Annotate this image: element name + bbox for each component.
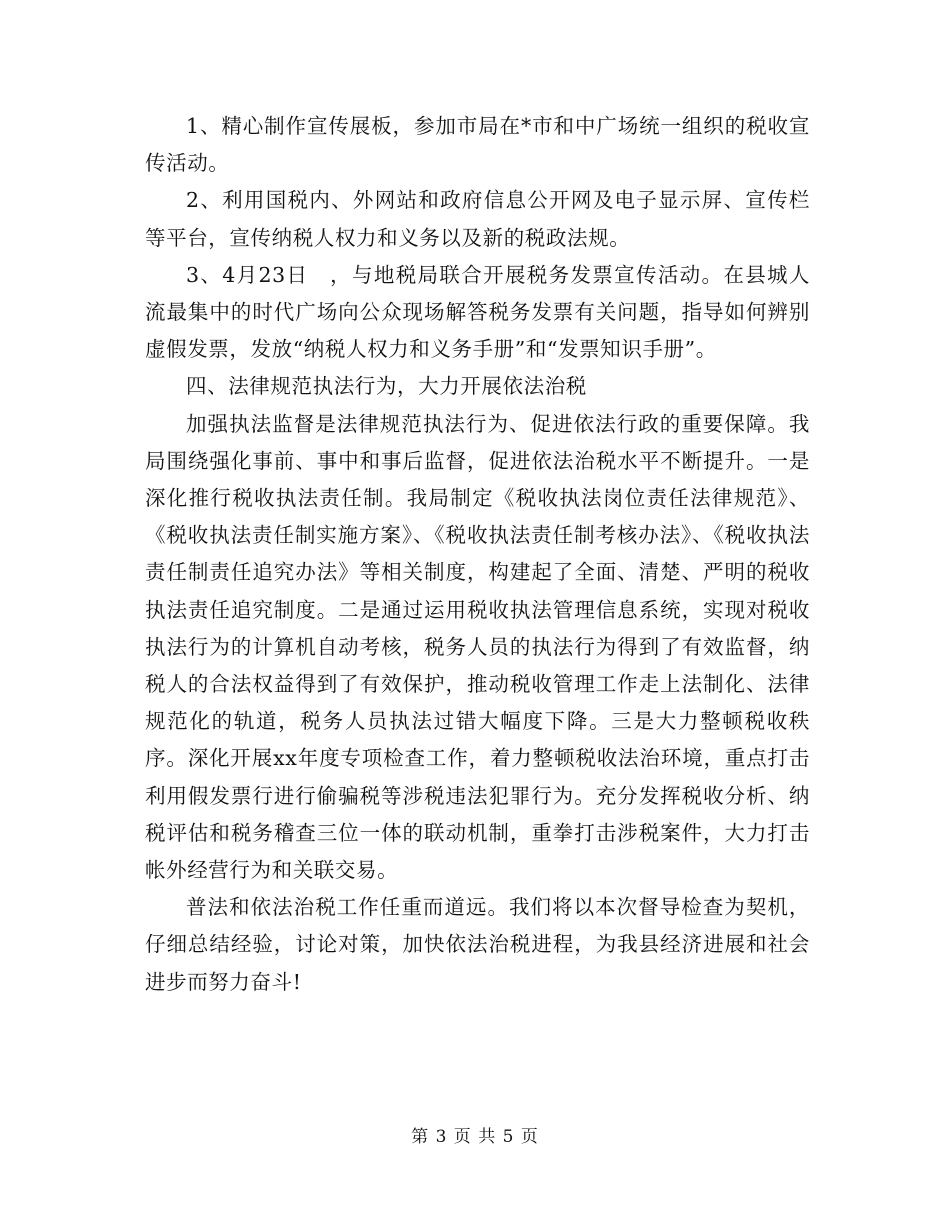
section-heading: 四、法律规范执法行为，大力开展依法治税 [186, 374, 587, 399]
paragraph-conclusion: 普法和依法治税工作任重而道远。我们将以本次督导检查为契机，仔细总结经验，讨论对策，加快依法治税进程，为我县经济进展和社会进步而努力奋斗! [145, 895, 810, 994]
paragraph-body: 加强执法监督是法律规范执法行为、促进依法行政的重要保障。我局围绕强化事前、事中和事后监督，促进依法治税水平不断提升。一是深化推行税收执法责任制。我局制定《税收执法岗位责任法律规范》、《税收执法责任制实施方案》、《税收执法责任制考核办法》、《税收执法责任制责任追究办法》等相关制度，构建起了全面、清楚、严明的税收执法责任追究制度。二是通过运用税收执法管理信息系统，实现对税收执法行为的计算机自动考核，税务人员的执法行为得到了有效监督，纳税人的合法权益得到了有效保护，推动税收管理工作走上法制化、法律规范化的轨道，税务人员执法过错大幅度下降。三是大力整顿税收秩序。深化开展xx年度专项检查工作，着力整顿税收法治环境，重点打击利用假发票行进行偷骗税等涉税违法犯罪行为。充分发挥税收分析、纳税评估和税务稽查三位一体的联动机制，重拳打击涉税案件，大力打击帐外经营行为和关联交易。 [145, 411, 810, 883]
page-footer: 第 3 页 共 5 页 [411, 1127, 539, 1147]
paragraph-item-3: 3、4月23日 ，与地税局联合开展税务发票宣传活动。在县城人流最集中的时代广场向公众现场解答税务发票有关问题，指导如何辨别虚假发票，发放“纳税人权力和义务手册”和“发票知识手册”。 [145, 262, 810, 362]
document-body [145, 108, 810, 1001]
paragraph-item-1: 1、精心制作宣传展板，参加市局在*市和中广场统一组织的税收宣传活动。 [145, 114, 810, 176]
paragraph-item-2: 2、利用国税内、外网站和政府信息公开网及电子显示屏、宣传栏等平台，宣传纳税人权力和义务以及新的税政法规。 [145, 188, 810, 250]
